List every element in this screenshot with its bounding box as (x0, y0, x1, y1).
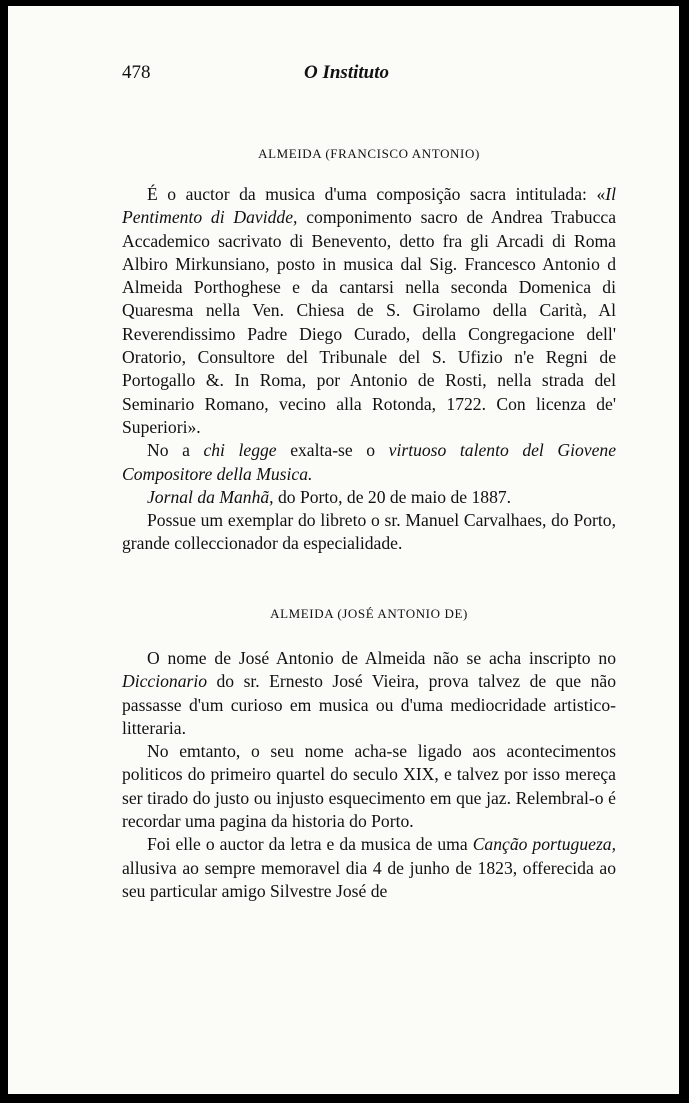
paragraph: Jornal da Manhã, do Porto, de 20 de maio de 1887. (147, 486, 512, 507)
running-title: O Instituto (304, 62, 390, 83)
paragraph: O nome de José Antonio de Almeida não se acha inscripto no Diccionario do sr. Ernesto José Vieira, prova talvez de que não passasse d'um curioso em musica ou d'uma mediocridade artistico-litteraria. (122, 648, 616, 738)
entry-body-jose (122, 647, 616, 903)
page-header (122, 62, 542, 92)
paragraph: Possue um exemplar do libreto o sr. Manuel Carvalhaes, do Porto, grande colleccionador da especialidade. (122, 510, 616, 554)
paragraph: No emtanto, o seu nome acha-se ligado aos acontecimentos politicos do primeiro quartel do seculo XIX, e talvez por isso mereça ser tirado do justo ou injusto esquecimento em que jaz. Relembral-o é recordar uma pagina da historia do Porto. (122, 741, 616, 832)
paragraph: Foi elle o auctor da letra e da musica de uma Canção portugueza, allusiva ao sempre memoravel dia 4 de junho de 1823, offerecida ao seu particular amigo Silvestre José de (122, 834, 616, 901)
entry-title-jose: ALMEIDA (JOSÉ ANTONIO DE) (270, 606, 468, 621)
entry-title-francisco: ALMEIDA (FRANCISCO ANTONIO) (258, 146, 480, 161)
paragraph: É o auctor da musica d'uma composição sacra intitulada: «Il Pentimento di Davidde, componimento sacro de Andrea Trabucca Accademico sacrivato di Benevento, detto fra gli Arcadi di Roma Albiro Mirkunsiano, posto in musica dal Sig. Francesco Antonio d Almeida Porthoghese e da cantarsi nella seconda Domenica di Quaresma nella Ven. Chiesa de S. Girolamo della Carità, Al Reverendissimo Padre Diego Curado, della Congregacione dell' Oratorio, Consultore del Tribunale del S. Ufizio n'e Regni de Portogallo &. In Roma, por Antonio de Rosti, nella strada del Seminario Romano, vecino alla Rotonda, 1722. Con licenza de' Superiori». (122, 184, 616, 437)
entry-body-francisco (122, 183, 616, 556)
paragraph: No a chi legge exalta-se o virtuoso talento del Giovene Compositore della Musica. (122, 440, 617, 484)
page-number: 478 (122, 62, 151, 83)
